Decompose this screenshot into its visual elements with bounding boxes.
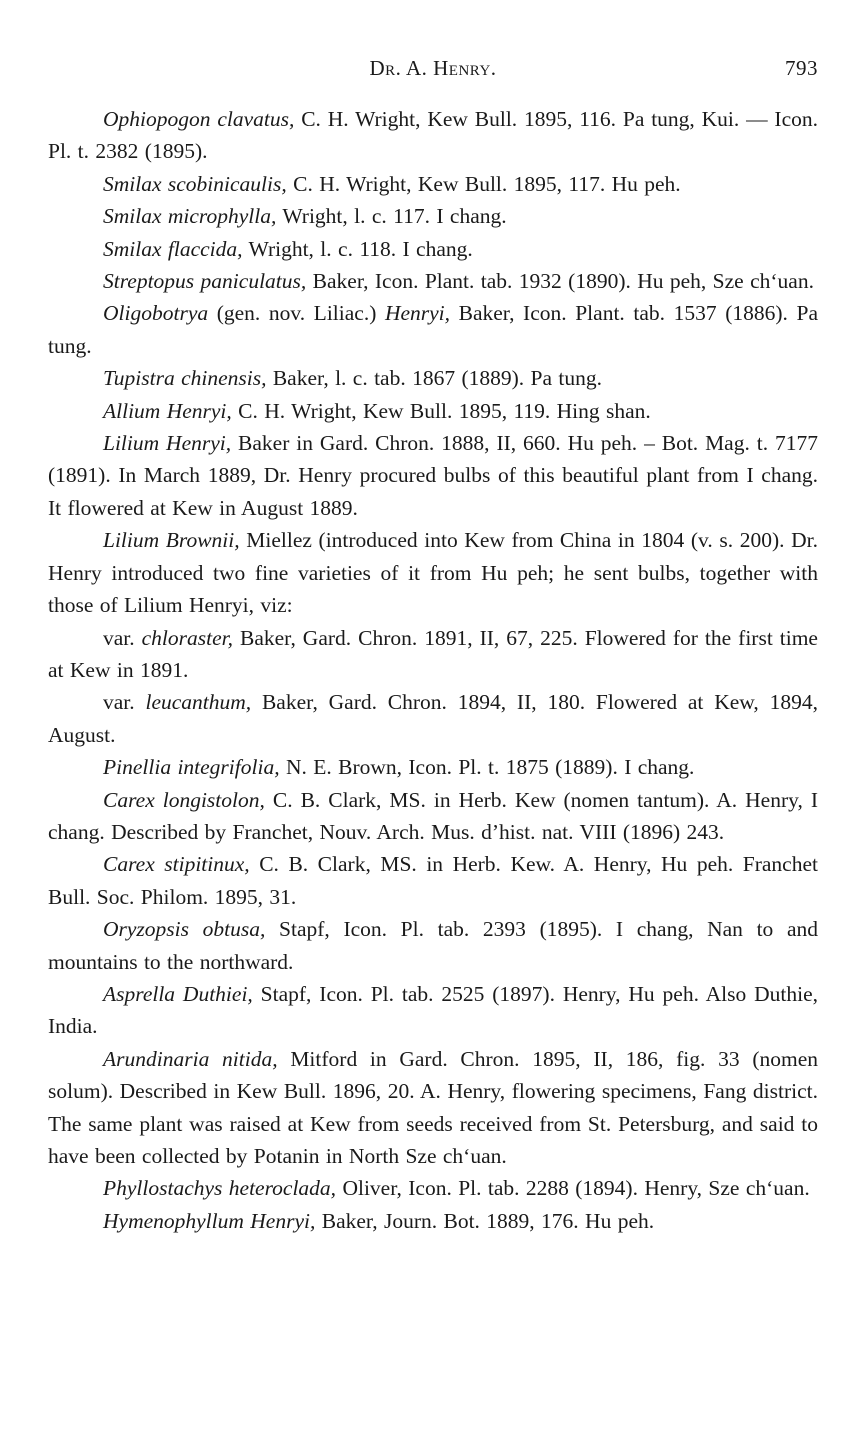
species-entry	[48, 1172, 818, 1204]
citation-text: Baker, Icon. Plant. tab. 1537 (1886). Pa tung.	[48, 301, 818, 358]
species-name: Oligobotrya	[103, 301, 209, 326]
species-entry	[48, 913, 818, 978]
species-name: Smilax flaccida,	[103, 236, 243, 261]
species-entry	[48, 168, 818, 200]
species-entry	[48, 848, 818, 913]
citation-text: Mitford in Gard. Chron. 1895, II, 186, fig. 33 (nomen solum). Described in Kew Bull. 1896, 20. A. Henry, flowering specimens, Fang district. The same plant was raised at Kew from seeds received from St. Petersburg, and said to have been collected by Potanin in North Sze ch‘uan.	[48, 1046, 819, 1168]
species-name: Tupistra chinensis,	[103, 366, 267, 391]
species-name: Ophiopogon clavatus,	[103, 107, 295, 131]
species-name: Arundinaria nitida,	[103, 1046, 278, 1071]
citation-text: Baker in Gard. Chron. 1888, II, 660. Hu peh. – Bot. Mag. t. 7177 (1891). In March 1889, Dr. Henry procured bulbs of this beautiful plant from I chang. It flowered at Kew in August 1889.	[48, 431, 819, 520]
species-name: Smilax microphylla,	[103, 204, 277, 229]
citation-text: C. H. Wright, Kew Bull. 1895, 117. Hu peh.	[286, 171, 681, 196]
species-entry	[48, 103, 818, 168]
species-name: Hymenophyllum Henryi,	[103, 1208, 316, 1233]
citation-text: Baker, Gard. Chron. 1891, II, 67, 225. Flowered for the first time at Kew in 1891.	[48, 625, 818, 682]
citation-text: Wright, l. c. 118. I chang.	[242, 236, 473, 261]
species-entry	[48, 751, 818, 783]
citation-text: Stapf, Icon. Pl. tab. 2393 (1895). I chang, Nan to and mountains to the northward.	[48, 917, 818, 974]
species-name: leucanthum,	[145, 690, 252, 715]
species-entry	[48, 427, 818, 524]
species-entry	[48, 362, 818, 394]
species-entry	[48, 1205, 818, 1237]
species-name: Streptopus paniculatus,	[103, 269, 307, 294]
citation-text: (gen. nov. Liliac.)	[208, 301, 385, 326]
page-number: 793	[785, 56, 818, 80]
species-name: Oryzopsis obtusa,	[103, 917, 266, 942]
citation-text: Wright, l. c. 117. I chang.	[276, 204, 507, 229]
species-entry	[48, 265, 818, 297]
citation-text: C. H. Wright, Kew Bull. 1895, 116. Pa tung, Kui. — Icon. Pl. t. 2382 (1895).	[48, 107, 818, 164]
text-body	[48, 103, 818, 1237]
species-name: Lilium Brownii,	[103, 528, 240, 553]
citation-text: C. B. Clark, MS. in Herb. Kew. A. Henry, Hu peh. Franchet Bull. Soc. Philom. 1895, 31.	[48, 852, 818, 909]
citation-text: Baker, Journ. Bot. 1889, 176. Hu peh.	[315, 1208, 655, 1233]
citation-text: Stapf, Icon. Pl. tab. 2525 (1897). Henry, Hu peh. Also Duthie, India.	[48, 981, 818, 1039]
species-epithet: Henryi,	[384, 301, 451, 326]
citation-text: Miellez (introduced into Kew from China in 1804 (v. s. 200). Dr. Henry introduced two fine varieties of it from Hu peh; he sent bulbs, together with those of Lilium Henryi, viz:	[48, 528, 818, 618]
running-header	[48, 56, 818, 86]
citation-text: Baker, Gard. Chron. 1894, II, 180. Flowered at Kew, 1894, August.	[48, 690, 818, 747]
citation-text: Oliver, Icon. Pl. tab. 2288 (1894). Henry, Sze ch‘uan.	[336, 1176, 810, 1201]
species-entry	[48, 297, 818, 362]
citation-text: N. E. Brown, Icon. Pl. t. 1875 (1889). I chang.	[279, 755, 695, 780]
variety-prefix: var.	[103, 625, 142, 650]
species-name: Asprella Duthiei,	[103, 981, 253, 1006]
species-name: Pinellia integrifolia,	[103, 755, 280, 780]
species-entry	[48, 1043, 818, 1173]
running-title: Dr. A. Henry.	[369, 56, 497, 80]
species-entry	[48, 622, 818, 687]
citation-text: C. B. Clark, MS. in Herb. Kew (nomen tantum). A. Henry, I chang. Described by Franchet, Nouv. Arch. Mus. d’hist. nat. VIII (1896) 243.	[48, 787, 818, 844]
species-entry	[48, 686, 818, 751]
species-name: chloraster,	[141, 625, 233, 650]
species-entry	[48, 200, 818, 232]
species-entry	[48, 978, 818, 1043]
species-entry	[48, 233, 818, 265]
species-name: Carex longistolon,	[103, 787, 265, 812]
species-entry	[48, 784, 818, 849]
species-name: Phyllostachys heteroclada,	[103, 1176, 337, 1201]
species-entry	[48, 524, 818, 621]
species-name: Carex stipitinux,	[103, 852, 250, 877]
citation-text: Baker, Icon. Plant. tab. 1932 (1890). Hu peh, Sze ch‘uan.	[306, 269, 814, 294]
species-entry	[48, 395, 818, 427]
citation-text: Baker, l. c. tab. 1867 (1889). Pa tung.	[266, 366, 603, 391]
species-name: Smilax scobinicaulis,	[103, 171, 287, 196]
citation-text: C. H. Wright, Kew Bull. 1895, 119. Hing shan.	[231, 398, 651, 423]
species-name: Lilium Henryi,	[103, 431, 232, 456]
species-name: Allium Henryi,	[103, 398, 232, 423]
variety-prefix: var.	[103, 690, 146, 715]
